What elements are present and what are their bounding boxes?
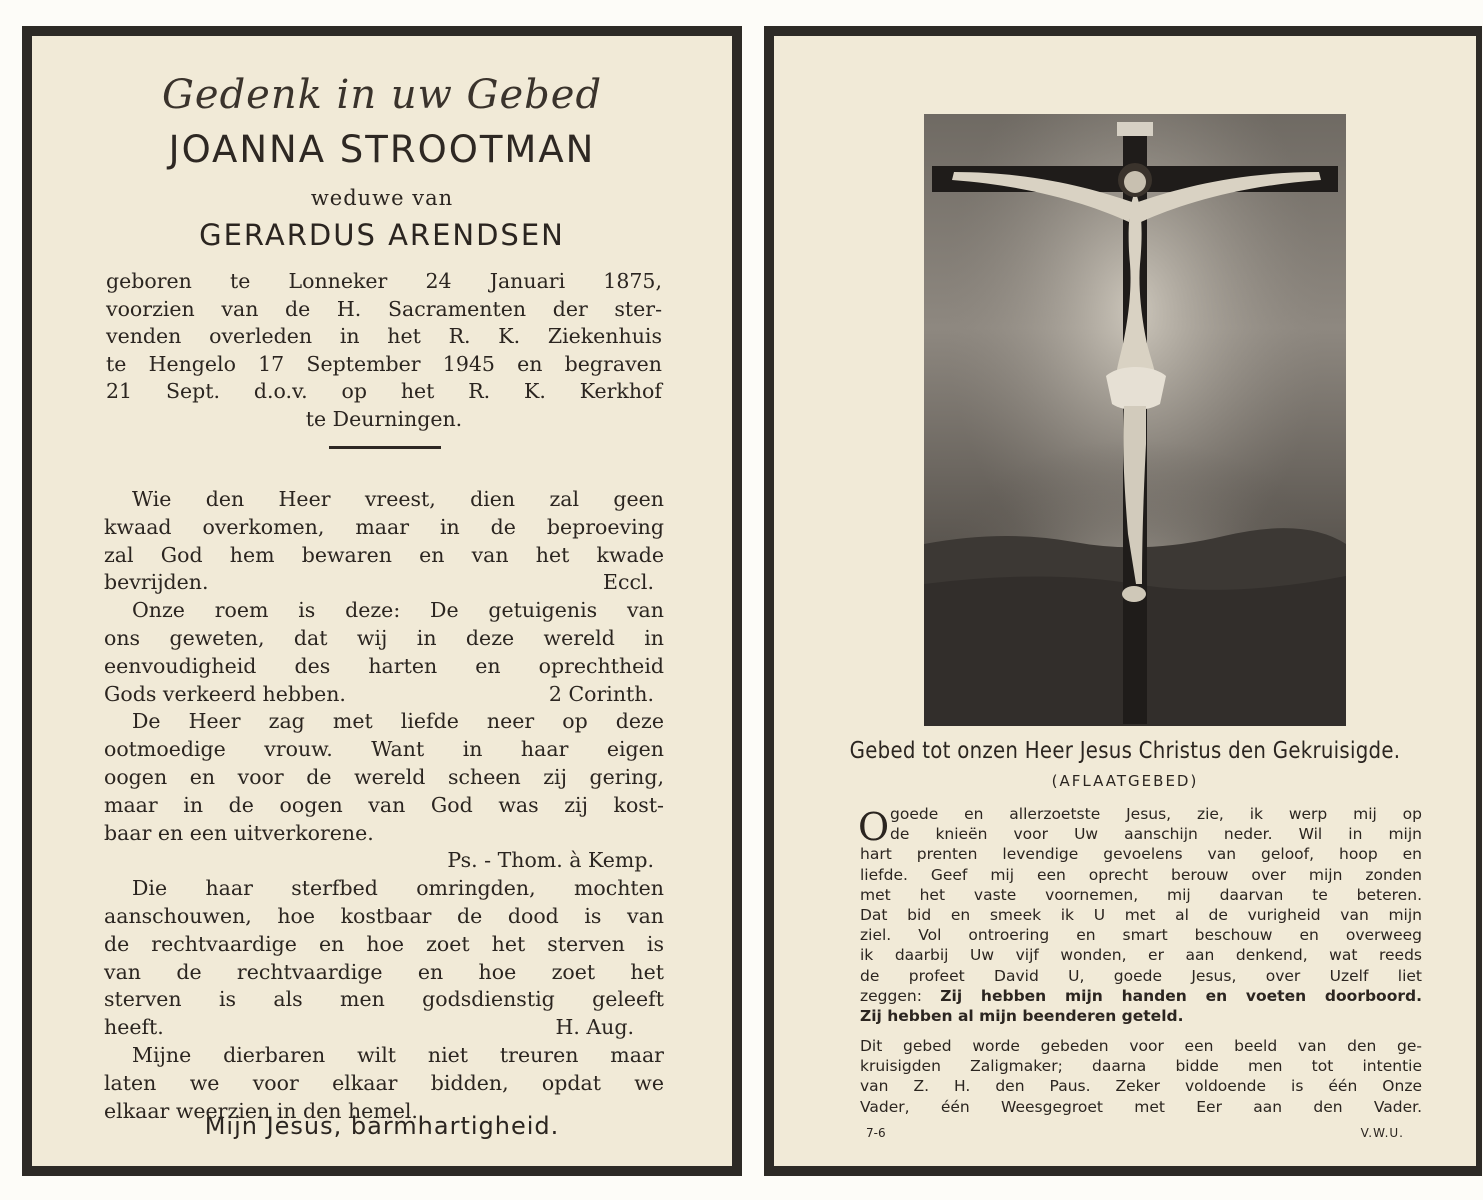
passage-source: Eccl. (603, 570, 654, 595)
passage-line: maar in de oogen van God was zij kost- (104, 792, 664, 817)
instruction-line: van Z. H. den Paus. Zeker voldoende is één Onze (860, 1077, 1422, 1096)
prayer-title: Gebed tot onzen Heer Jesus Christus den Gekruisigde. (849, 738, 1401, 764)
passage-line: Wie den Heer vreest, dien zal geen (132, 487, 664, 511)
prayer-line: goede en allerzoetste Jesus, zie, ik werp mij op (890, 805, 1422, 823)
passage-line: de rechtvaardige en hoe zoet het sterven is (104, 931, 664, 956)
spouse-name: GERARDUS ARENDSEN (199, 218, 565, 252)
passage-text: bevrijden. (104, 570, 209, 595)
print-code: 7-6 (866, 1126, 886, 1140)
prayer-line: de knieën voor Uw aanschijn neder. Wil in mijn (890, 825, 1422, 844)
prayer-line: de profeet David U, goede Jesus, over Uzelf liet (860, 966, 1422, 985)
passage-line: baar en een uitverkorene. (104, 820, 374, 845)
passage-line (104, 1014, 664, 1042)
passage-line: kwaad overkomen, maar in de beproeving (104, 514, 664, 539)
passage-source: Ps. - Thom. à Kemp. (447, 848, 654, 873)
prayer-line (860, 986, 1422, 1006)
prayer-line: hart prenten levendige gevoelens van geloof, hoop en (860, 845, 1422, 864)
prayer-subtitle: (AFLAATGEBED) (1051, 772, 1199, 790)
passage-line: eenvoudigheid des harten en oprechtheid (104, 653, 664, 678)
bio-line: voorzien van de H. Sacramenten der ster- (106, 296, 662, 321)
instruction-line: Dit gebed worde gebeden voor een beeld van den ge- (860, 1037, 1422, 1055)
prayer-line: met het vaste voornemen, mij daarvan te beteren. (860, 885, 1422, 904)
passage-source: 2 Corinth. (548, 681, 654, 706)
passage-line: ons geweten, dat wij in deze wereld in (104, 625, 664, 650)
bio-line: venden overleden in het R. K. Ziekenhuis (106, 324, 662, 348)
memorial-card-front (22, 26, 742, 1176)
prayer-instructions (860, 1036, 1422, 1117)
passage-line: Onze roem is deze: De getuigenis van (132, 598, 664, 623)
passage-line: sterven is als men godsdienstig geleeft (104, 987, 664, 1012)
prayer-text (860, 804, 1422, 1026)
passage-text: heeft. (104, 1015, 164, 1040)
bio-line: geboren te Lonneker 24 Januari 1875, (106, 269, 662, 293)
prayer-line: Dat bid en smeek ik U met al de vurigheid van mijn (860, 906, 1422, 925)
passage-line: laten we voor elkaar bidden, opdat we (104, 1070, 664, 1095)
passage-line (104, 569, 664, 597)
instruction-line: Vader, één Weesgegroet met Eer aan den Vader. (860, 1097, 1422, 1116)
passage-line: De Heer zag met liefde neer op deze (132, 709, 664, 734)
passage-line: van de rechtvaardige en hoe zoet het (104, 959, 664, 984)
passage-line: aanschouwen, hoe kostbaar de dood is van (104, 903, 664, 928)
deceased-name: JOANNA STROOTMAN (168, 128, 596, 171)
bio-line: 21 Sept. d.o.v. op het R. K. Kerkhof (106, 379, 662, 403)
crucifix-illustration (924, 114, 1346, 726)
prayer-lead: zeggen: (860, 986, 922, 1005)
passage-text: Gods verkeerd hebben. (104, 681, 346, 706)
relation-text: weduwe van (310, 186, 454, 210)
drop-cap: O (858, 805, 890, 849)
bio-line: te Hengelo 17 September 1945 en begraven (106, 351, 662, 376)
passage (104, 875, 664, 1042)
passage-line: ootmoedige vrouw. Want in haar eigen (104, 737, 664, 762)
prayer-line: ik daarbij Uw vijf wonden, er aan denkend, wat reeds (860, 946, 1422, 965)
crucifixion-image (924, 114, 1346, 726)
passage (104, 597, 664, 708)
prayer-line: ziel. Vol ontroering en smart beschouw en overweeg (860, 926, 1422, 945)
passage (104, 486, 664, 597)
passage-line: zal God hem bewaren en van het kwade (104, 542, 664, 567)
scripture-passages (104, 486, 664, 1125)
divider-rule (329, 446, 441, 449)
publisher-mark: V.W.U. (1360, 1126, 1404, 1140)
biography (106, 268, 662, 433)
closing-invocation: Mijn Jesus, barmhartigheid. (204, 1112, 560, 1140)
bio-line: te Deurningen. (305, 406, 463, 431)
passage-line: Die haar sterfbed omringden, mochten (132, 876, 664, 901)
passage-line: Mijne dierbaren wilt niet treuren maar (132, 1042, 664, 1067)
passage (104, 708, 664, 875)
prayer-quote: Zij hebben al mijn beenderen geteld. (860, 1007, 1184, 1026)
passage-line (104, 681, 664, 709)
passage-line: elkaar weerzien in den hemel. (104, 1098, 418, 1123)
passage-line: oogen en voor de wereld scheen zij gering, (104, 764, 664, 789)
memorial-card-back (764, 26, 1482, 1176)
passage-source: H. Aug. (555, 1015, 634, 1040)
prayer-line: liefde. Geef mij een oprecht berouw over mijn zonden (860, 865, 1422, 884)
instruction-line: kruisigden Zaligmaker; daarna bidde men tot intentie (860, 1057, 1422, 1076)
card-heading: Gedenk in uw Gebed (161, 72, 603, 118)
prayer-quote: Zij hebben mijn handen en voeten doorboord. (940, 986, 1422, 1005)
